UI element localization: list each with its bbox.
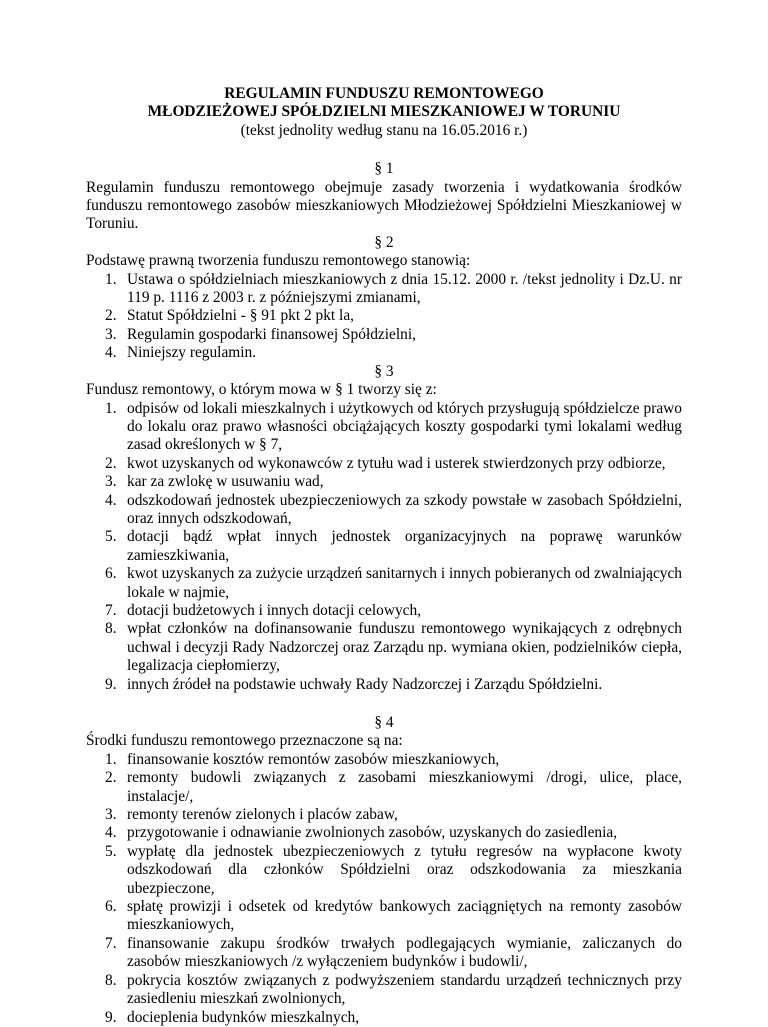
list-item-text: Regulamin gospodarki finansowej Spółdzielni, (127, 325, 416, 343)
list-item-number: 7. (105, 934, 117, 952)
list-item-text: odpisów od lokali mieszkalnych i użytkowych od których przysługują spółdzielcze prawo do lokalu oraz prawo własności obciążających koszty gospodarki tymi lokalami według zasad określonych w § 7, (127, 399, 682, 454)
list-item (86, 935, 682, 972)
list-item (86, 769, 682, 806)
section-2-heading: § 2 (374, 233, 394, 251)
section-2-list (86, 271, 682, 363)
list-item-text: pokrycia kosztów związanych z podwyższeniem standardu urządzeń technicznych przy zasiedleniu mieszkań zwolnionych, (127, 971, 682, 1008)
list-item (86, 751, 682, 769)
list-item (86, 400, 682, 455)
list-item (86, 528, 682, 565)
list-item (86, 806, 682, 824)
list-item (86, 473, 682, 491)
list-item-number: 8. (105, 620, 117, 638)
section-3-intro: Fundusz remontowy, o którym mowa w § 1 tworzy się z: (86, 381, 437, 399)
list-item-text: remonty terenów zielonych i placów zabaw, (127, 806, 398, 824)
list-item-number: 9. (105, 675, 117, 693)
section-1-text: Regulamin funduszu remontowego obejmuje zasady tworzenia i wydatkowania środków funduszu remontowego zasobów mieszkaniowych Młodzieżowej Spółdzielni Mieszkaniowej w Toruniu. (86, 178, 682, 233)
list-item-text: Ustawa o spółdzielniach mieszkaniowych z dnia 15.12. 2000 r. /tekst jednolity i Dz.U. nr 119 p. 1116 z 2003 r. z późniejszymi zmianami, (127, 270, 682, 307)
list-item-text: kar za zwlokę w usuwaniu wad, (127, 473, 324, 491)
list-item (86, 344, 682, 362)
list-item-number: 4. (105, 344, 117, 362)
list-item-number: 1. (105, 270, 117, 288)
section-4-heading: § 4 (374, 714, 394, 731)
list-item-number: 2. (105, 454, 117, 472)
list-item-number: 7. (105, 601, 117, 619)
list-item-number: 6. (105, 565, 117, 583)
section-4-list (86, 751, 682, 1027)
list-item-text: kwot uzyskanych za zużycie urządzeń sanitarnych i innych pobieranych od zwalniających lokale w najmie, (127, 565, 682, 601)
list-item-number: 6. (105, 898, 117, 916)
list-item (86, 271, 682, 308)
document-title-line-1: REGULAMIN FUNDUSZU REMONTOWEGO (224, 85, 544, 102)
list-item-text: remonty budowli związanych z zasobami mieszkaniowymi /drogi, ulice, place, instalacje/, (127, 769, 682, 805)
section-2-intro: Podstawę prawną tworzenia funduszu remontowego stanowią: (86, 252, 471, 270)
list-item-text: docieplenia budynków mieszkalnych, (127, 1008, 360, 1026)
section-1-heading: § 1 (374, 160, 394, 178)
list-item (86, 455, 682, 473)
list-item-number: 1. (105, 399, 117, 417)
document-title-line-2: MŁODZIEŻOWEJ SPÓŁDZIELNI MIESZKANIOWEJ W TORUNIU (147, 103, 621, 121)
list-item-number: 9. (105, 1008, 117, 1026)
list-item (86, 676, 682, 694)
document-subtitle: (tekst jednolity według stanu na 16.05.2016 r.) (240, 121, 528, 139)
list-item-text: dotacji budżetowych i innych dotacji celowych, (127, 601, 422, 619)
list-item-text: dotacji bądź wpłat innych jednostek organizacyjnych na poprawę warunków zamieszkiwania, (127, 528, 682, 564)
list-item-number: 4. (105, 824, 117, 842)
list-item-number: 5. (105, 528, 117, 546)
list-item (86, 602, 682, 620)
list-item (86, 824, 682, 842)
list-item (86, 307, 682, 325)
list-item (86, 898, 682, 935)
section-3-list (86, 400, 682, 695)
section-3-heading: § 3 (374, 362, 394, 380)
list-item (86, 620, 682, 675)
list-item-number: 1. (105, 750, 117, 768)
list-item (86, 326, 682, 344)
list-item-number: 2. (105, 769, 117, 787)
list-item-number: 3. (105, 325, 117, 343)
list-item (86, 1009, 682, 1027)
list-item-text: innych źródeł na podstawie uchwały Rady Nadzorczej i Zarządu Spółdzielni. (127, 675, 603, 693)
list-item-text: Statut Spółdzielni - § 91 pkt 2 pkt la, (127, 307, 354, 325)
list-item-number: 2. (105, 307, 117, 325)
list-item (86, 492, 682, 529)
list-item-number: 3. (105, 473, 117, 491)
list-item-text: spłatę prowizji i odsetek od kredytów bankowych zaciągniętych na remonty zasobów mieszkaniowych, (127, 898, 682, 934)
list-item-text: wypłatę dla jednostek ubezpieczeniowych z tytułu regresów na wypłacone kwoty odszkodowań dla członków Spółdzielni oraz odszkodowania za mieszkania ubezpieczone, (127, 842, 682, 897)
list-item-text: przygotowanie i odnawianie zwolnionych zasobów, uzyskanych do zasiedlenia, (127, 824, 618, 842)
list-item (86, 972, 682, 1009)
list-item-number: 8. (105, 971, 117, 989)
list-item (86, 565, 682, 602)
list-item-text: Niniejszy regulamin. (127, 344, 257, 362)
list-item-number: 5. (105, 842, 117, 860)
list-item-number: 3. (105, 806, 117, 824)
list-item-text: finansowanie zakupu środków trwałych podlegających wymianie, zaliczanych do zasobów mieszkaniowych /z wyłączeniem budynków i budowli/, (127, 934, 682, 971)
list-item (86, 843, 682, 898)
list-item-number: 4. (105, 491, 117, 509)
list-item-text: kwot uzyskanych od wykonawców z tytułu wad i usterek stwierdzonych przy odbiorze, (127, 454, 666, 472)
list-item-text: finansowanie kosztów remontów zasobów mieszkaniowych, (127, 750, 500, 768)
list-item-text: wpłat członków na dofinansowanie funduszu remontowego wynikających z odrębnych uchwal i decyzji Rady Nadzorczej oraz Zarządu np. wymiana okien, podzielników ciepła, legalizacja ciepłomierzy, (127, 620, 682, 675)
section-4-intro: Środki funduszu remontowego przeznaczone są na: (86, 732, 403, 750)
list-item-text: odszkodowań jednostek ubezpieczeniowych za szkody powstałe w zasobach Spółdzielni, oraz innych odszkodowań, (127, 491, 682, 527)
